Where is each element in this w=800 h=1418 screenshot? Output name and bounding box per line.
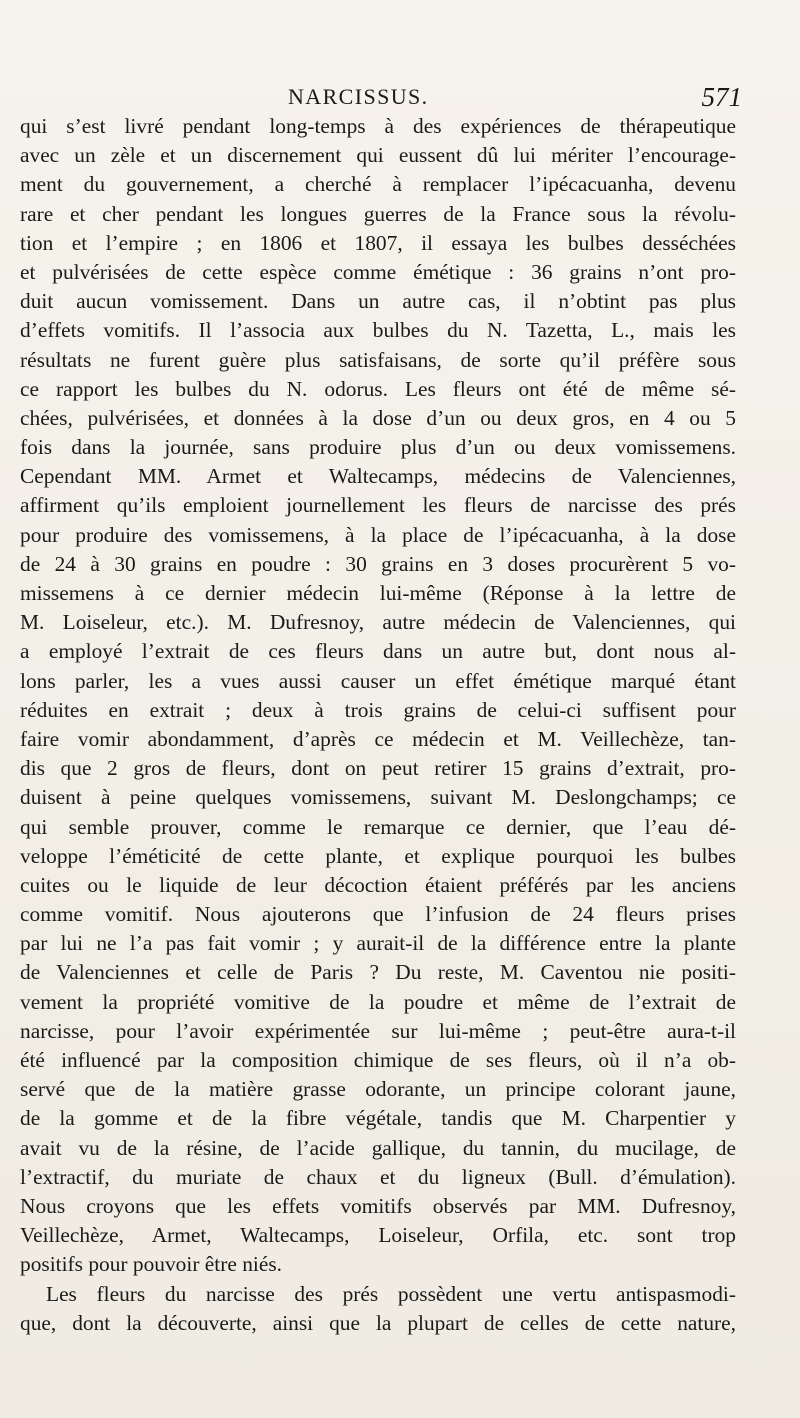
paragraph-start-line: Les fleurs du narcisse des prés possèdent une vertu antispasmodi- — [46, 1281, 736, 1306]
text-line: ment du gouvernement, a cherché à remplacer l’ipécacuanha, devenu — [20, 172, 736, 197]
text-line: et pulvérisées de cette espèce comme émétique : 36 grains n’ont pro- — [20, 259, 736, 284]
text-line: avec un zèle et un discernement qui eussent dû lui mériter l’encourage- — [20, 143, 736, 168]
text-line: qui semble prouver, comme le remarque ce dernier, que l’eau dé- — [20, 814, 736, 839]
text-line: que, dont la découverte, ainsi que la plupart de celles de cette nature, — [20, 1310, 736, 1335]
page-header — [22, 82, 742, 116]
text-line: de 24 à 30 grains en poudre : 30 grains en 3 doses procurèrent 5 vo- — [20, 551, 736, 576]
text-line: de Valenciennes et celle de Paris ? Du reste, M. Caventou nie positi- — [20, 960, 736, 985]
text-line: d’effets vomitifs. Il l’associa aux bulbes du N. Tazetta, L., mais les — [20, 318, 736, 343]
text-line: M. Loiseleur, etc.). M. Dufresnoy, autre médecin de Valenciennes, qui — [20, 610, 736, 635]
text-line: été influencé par la composition chimique de ses fleurs, où il n’a ob- — [20, 1048, 736, 1072]
text-line: avait vu de la résine, de l’acide gallique, du tannin, du mucilage, de — [20, 1135, 736, 1160]
text-line: narcisse, pour l’avoir expérimentée sur lui-même ; peut-être aura-t-il — [20, 1018, 736, 1043]
text-line: servé que de la matière grasse odorante, un principe colorant jaune, — [20, 1077, 736, 1102]
text-line: positifs pour pouvoir être niés. — [20, 1252, 282, 1277]
text-line: de la gomme et de la fibre végétale, tandis que M. Charpentier y — [20, 1106, 736, 1131]
text-line: fois dans la journée, sans produire plus d’un ou deux vomissemens. — [20, 435, 736, 460]
text-line: cuites ou le liquide de leur décoction étaient préférés par les anciens — [20, 872, 736, 897]
text-line: Veillechèze, Armet, Waltecamps, Loiseleur, Orfila, etc. sont trop — [20, 1223, 736, 1248]
text-line: Nous croyons que les effets vomitifs observés par MM. Dufresnoy, — [20, 1193, 736, 1218]
text-line: résultats ne furent guère plus satisfaisans, de sorte qu’il préfère sous — [20, 347, 736, 372]
text-line: missemens à ce dernier médecin lui-même (Réponse à la lettre de — [20, 581, 736, 605]
text-line: duisent à peine quelques vomissemens, suivant M. Deslongchamps; ce — [20, 785, 736, 810]
text-line: ce rapport les bulbes du N. odorus. Les fleurs ont été de même sé- — [20, 376, 736, 401]
text-line: lons parler, les a vues aussi causer un effet émétique marqué étant — [20, 668, 736, 693]
text-line: chées, pulvérisées, et données à la dose d’un ou deux gros, en 4 ou 5 — [20, 405, 736, 430]
text-line: duit aucun vomissement. Dans un autre cas, il n’obtint pas plus — [20, 289, 736, 314]
text-line: vement la propriété vomitive de la poudre et même de l’extrait de — [20, 989, 736, 1014]
text-line: par lui ne l’a pas fait vomir ; y aurait-il de la différence entre la plante — [20, 931, 736, 956]
text-line: faire vomir abondamment, d’après ce médecin et M. Veillechèze, tan- — [20, 726, 736, 751]
text-line: rare et cher pendant les longues guerres de la France sous la révolu- — [20, 201, 736, 226]
text-line: Cependant MM. Armet et Waltecamps, médecins de Valenciennes, — [20, 464, 736, 489]
text-line: tion et l’empire ; en 1806 et 1807, il essaya les bulbes desséchées — [20, 230, 736, 255]
text-line: pour produire des vomissemens, à la place de l’ipécacuanha, à la dose — [20, 522, 736, 547]
text-line: veloppe l’éméticité de cette plante, et explique pourquoi les bulbes — [20, 843, 736, 868]
running-title: NARCISSUS. — [288, 84, 429, 109]
text-line: qui s’est livré pendant long-temps à des expériences de thérapeutique — [20, 114, 736, 138]
text-line: l’extractif, du muriate de chaux et du ligneux (Bull. d’émulation). — [20, 1164, 736, 1189]
text-line: comme vomitif. Nous ajouterons que l’infusion de 24 fleurs prises — [20, 902, 736, 927]
text-line: a employé l’extrait de ces fleurs dans un autre but, dont nous al- — [20, 639, 736, 664]
body-text — [20, 112, 736, 1338]
text-line: affirment qu’ils emploient journellement les fleurs de narcisse des prés — [20, 493, 736, 518]
page-number: 571 — [701, 82, 742, 112]
text-line: réduites en extrait ; deux à trois grains de celui-ci suffisent pour — [20, 697, 736, 722]
text-line: dis que 2 gros de fleurs, dont on peut retirer 15 grains d’extrait, pro- — [20, 756, 736, 781]
